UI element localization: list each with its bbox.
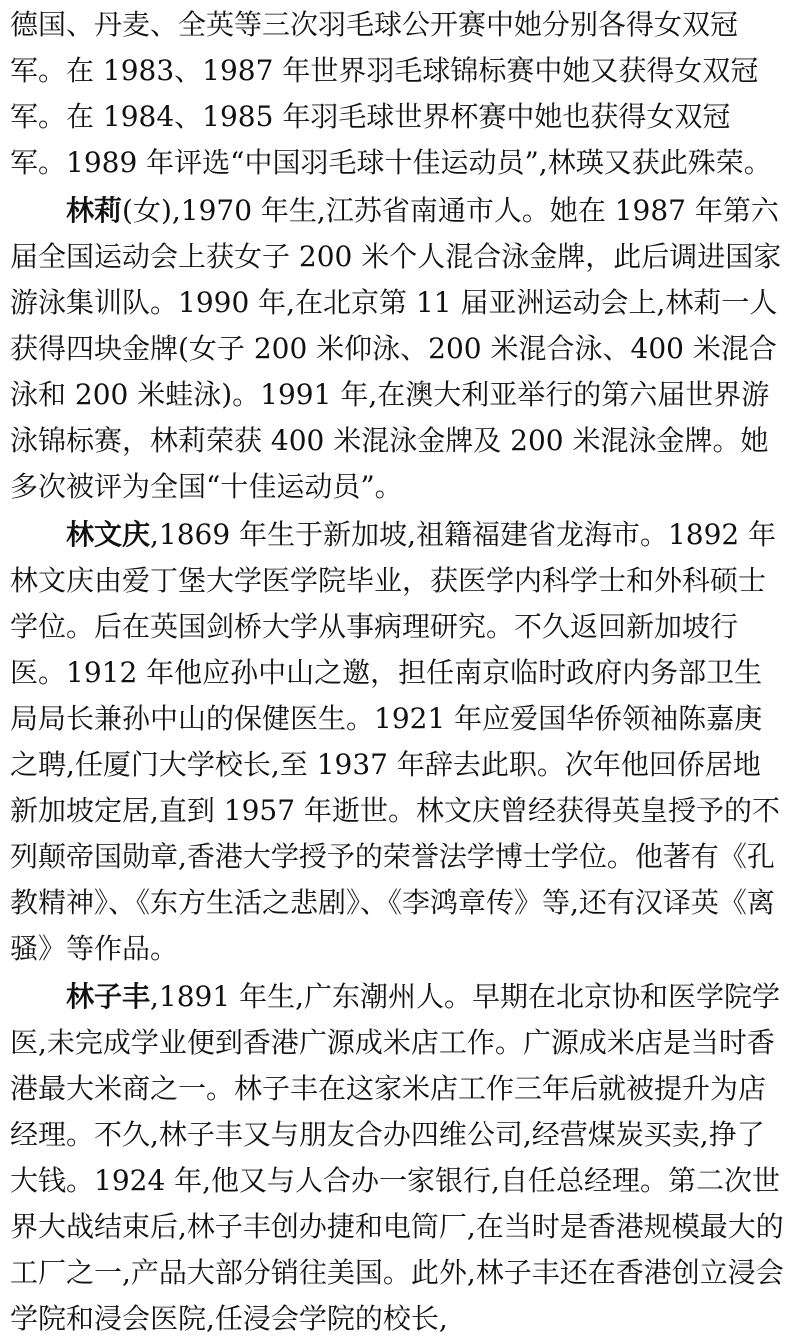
paragraph-text: ,1891 年生,广东潮州人。早期在北京协和医学院学医,未完成学业便到香港广源成米店工作。广源成米店是当时香港最大米商之一。林子丰在这家米店工作三年后就被提升为店经理。不久,林子丰又与朋友合办四维公司,经营煤炭买卖,挣了大钱。1924 年,他又与人合办一家银行,自任总经理。第二次世界大战结束后,林子丰创办捷和电筒厂,在当时是香港规模最大的工厂之一,产品大部分销往美国。此外,林子丰还在香港创立浸会学院和浸会医院,任浸会学院的校长, [10, 980, 784, 1335]
person-name: 林莉 [66, 194, 123, 227]
paragraph-lin-wenqing [10, 512, 785, 972]
paragraph-lin-zifeng [10, 974, 785, 1342]
text-column [10, 2, 785, 1342]
paragraph-lin-ying-continued [10, 2, 785, 186]
paragraph-text: ,1869 年生于新加坡,祖籍福建省龙海市。1892 年林文庆由爱丁堡大学医学院毕业，获医学内科学士和外科硕士学位。后在英国剑桥大学从事病理研究。不久返回新加坡行医。1912 年他应孙中山之邀，担任南京临时政府内务部卫生局局长兼孙中山的保健医生。1921 年应爱国华侨领袖陈嘉庚之聘,任厦门大学校长,至 1937 年辞去此职。次年他回侨居地新加坡定居,直到 1957 年逝世。林文庆曾经获得英皇授予的不列颠帝国勋章,香港大学授予的荣誉法学博士学位。他著有《孔教精神》、《东方生活之悲剧》、《李鸿章传》等,还有汉译英《离骚》等作品。 [10, 518, 780, 965]
paragraph-text: 德国、丹麦、全英等三次羽毛球公开赛中她分别各得女双冠军。在 1983、1987 年世界羽毛球锦标赛中她又获得女双冠军。在 1984、1985 年羽毛球世界杯赛中她也获得女双冠军。1989 年评选“中国羽毛球十佳运动员”,林瑛又获此殊荣。 [10, 8, 772, 179]
person-name: 林文庆 [66, 518, 151, 551]
paragraph-text: (女),1970 年生,江苏省南通市人。她在 1987 年第六届全国运动会上获女子 200 米个人混合泳金牌，此后调进国家游泳集训队。1990 年,在北京第 11 届亚洲运动会上,林莉一人获得四块金牌(女子 200 米仰泳、200 米混合泳、400 米混合泳和 200 米蛙泳)。1991 年,在澳大利亚举行的第六届世界游泳锦标赛，林莉荣获 400 米混泳金牌及 200 米混泳金牌。她多次被评为全国“十佳运动员”。 [10, 194, 782, 503]
person-name: 林子丰 [66, 980, 151, 1013]
paragraph-lin-li [10, 188, 785, 510]
